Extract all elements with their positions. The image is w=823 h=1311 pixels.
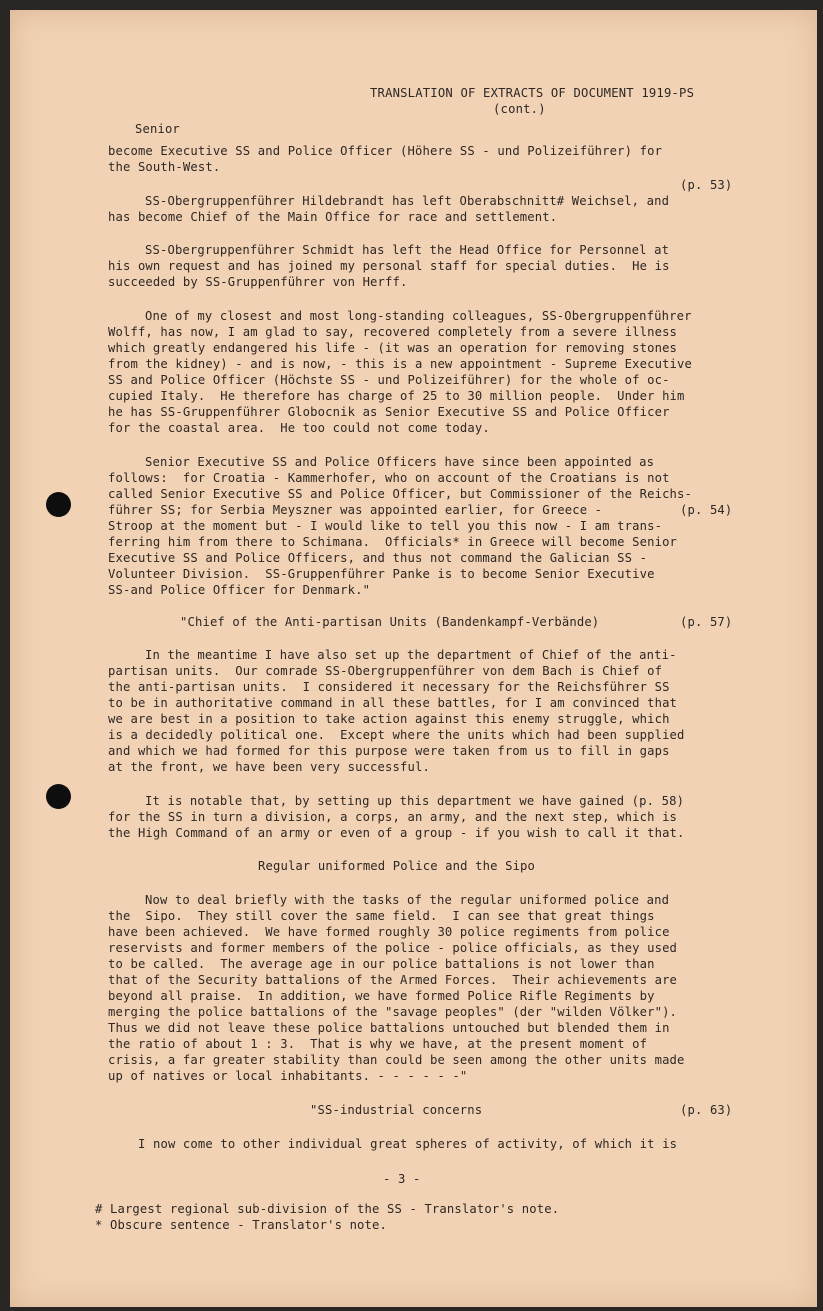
text-line: (p. 57)	[680, 615, 733, 629]
text-line: SS and Police Officer (Höchste SS - und Polizeiführer) for the whole of oc-	[108, 373, 670, 387]
text-line: Stroop at the moment but - I would like to tell you this now - I am trans-	[108, 519, 663, 533]
text-line: at the front, we have been very successful.	[108, 760, 430, 774]
text-line: which greatly endangered his life - (it was an operation for removing stones	[108, 341, 678, 355]
text-line: "Chief of the Anti-partisan Units (Bandenkampf-Verbände)	[180, 615, 600, 629]
text-line: the South-West.	[108, 160, 221, 174]
text-line: "SS-industrial concerns	[310, 1103, 483, 1117]
text-line: SS-and Police Officer for Denmark."	[108, 583, 371, 597]
text-line: partisan units. Our comrade SS-Obergruppenführer von dem Bach is Chief of	[108, 664, 663, 678]
text-line: In the meantime I have also set up the department of Chief of the anti-	[145, 648, 677, 662]
text-line: he has SS-Gruppenführer Globocnik as Senior Executive SS and Police Officer	[108, 405, 670, 419]
text-line: become Executive SS and Police Officer (Höhere SS - und Polizeiführer) for	[108, 144, 663, 158]
text-line: Senior	[135, 122, 180, 136]
text-line: (p. 54)	[680, 503, 733, 517]
document-title: TRANSLATION OF EXTRACTS OF DOCUMENT 1919-PS	[370, 86, 695, 100]
text-line: Thus we did not leave these police battalions untouched but blended them in	[108, 1021, 670, 1035]
text-line: have been achieved. We have formed roughly 30 police regiments from police	[108, 925, 670, 939]
text-line: has become Chief of the Main Office for race and settlement.	[108, 210, 558, 224]
text-line: - 3 -	[383, 1172, 421, 1186]
text-line: called Senior Executive SS and Police Officer, but Commissioner of the Reichs-	[108, 487, 693, 501]
text-line: SS-Obergruppenführer Hildebrandt has left Oberabschnitt# Weichsel, and	[145, 194, 670, 208]
text-line: Volunteer Division. SS-Gruppenführer Panke is to become Senior Executive	[108, 567, 655, 581]
text-line: One of my closest and most long-standing colleagues, SS-Obergruppenführer	[145, 309, 692, 323]
text-line: to be in authoritative command in all these battles, for I am convinced that	[108, 696, 678, 710]
text-line: for the coastal area. He too could not come today.	[108, 421, 490, 435]
text-line: the anti-partisan units. I considered it necessary for the Reichsführer SS	[108, 680, 670, 694]
text-line: the Sipo. They still cover the same field. I can see that great things	[108, 909, 655, 923]
text-line: is a decidedly political one. Except where the units which had been supplied	[108, 728, 685, 742]
document-title-cont: (cont.)	[493, 102, 546, 116]
text-line: up of natives or local inhabitants. - - - - - -"	[108, 1069, 468, 1083]
text-line: führer SS; for Serbia Meyszner was appointed earlier, for Greece -	[108, 503, 603, 517]
punch-hole-top	[46, 492, 71, 517]
text-line: we are best in a position to take action against this enemy struggle, which	[108, 712, 670, 726]
text-line: merging the police battalions of the "savage peoples" (der "wilden Völker").	[108, 1005, 678, 1019]
text-line: Regular uniformed Police and the Sipo	[258, 859, 536, 873]
text-line: Executive SS and Police Officers, and thus not command the Galician SS -	[108, 551, 648, 565]
footnote-line: # Largest regional sub-division of the SS - Translator's note.	[95, 1202, 560, 1216]
text-line: from the kidney) - and is now, - this is a new appointment - Supreme Executive	[108, 357, 693, 371]
text-line: to be called. The average age in our police battalions is not lower than	[108, 957, 655, 971]
text-line: beyond all praise. In addition, we have formed Police Rifle Regiments by	[108, 989, 655, 1003]
text-line: his own request and has joined my personal staff for special duties. He is	[108, 259, 670, 273]
text-line: I now come to other individual great spheres of activity, of which it is	[138, 1137, 678, 1151]
text-line: the High Command of an army or even of a group - if you wish to call it that.	[108, 826, 685, 840]
text-line: It is notable that, by setting up this department we have gained (p. 58)	[145, 794, 685, 808]
text-line: reservists and former members of the police - police officials, as they used	[108, 941, 678, 955]
text-line: Now to deal briefly with the tasks of the regular uniformed police and	[145, 893, 670, 907]
text-line: cupied Italy. He therefore has charge of 25 to 30 million people. Under him	[108, 389, 685, 403]
text-line: crisis, a far greater stability than could be seen among the other units made	[108, 1053, 685, 1067]
text-line: Senior Executive SS and Police Officers have since been appointed as	[145, 455, 655, 469]
text-line: that of the Security battalions of the Armed Forces. Their achievements are	[108, 973, 678, 987]
text-line: and which we had formed for this purpose were taken from us to fill in gaps	[108, 744, 670, 758]
document-page	[10, 10, 817, 1307]
text-line: succeeded by SS-Gruppenführer von Herff.	[108, 275, 408, 289]
punch-hole-bottom	[46, 784, 71, 809]
text-line: (p. 63)	[680, 1103, 733, 1117]
text-line: the ratio of about 1 : 3. That is why we have, at the present moment of	[108, 1037, 648, 1051]
footnote-line: * Obscure sentence - Translator's note.	[95, 1218, 388, 1232]
text-line: for the SS in turn a division, a corps, an army, and the next step, which is	[108, 810, 678, 824]
text-line: follows: for Croatia - Kammerhofer, who on account of the Croatians is not	[108, 471, 670, 485]
text-line: SS-Obergruppenführer Schmidt has left the Head Office for Personnel at	[145, 243, 670, 257]
text-line: (p. 53)	[680, 178, 733, 192]
text-line: ferring him from there to Schimana. Officials* in Greece will become Senior	[108, 535, 678, 549]
text-line: Wolff, has now, I am glad to say, recovered completely from a severe illness	[108, 325, 678, 339]
